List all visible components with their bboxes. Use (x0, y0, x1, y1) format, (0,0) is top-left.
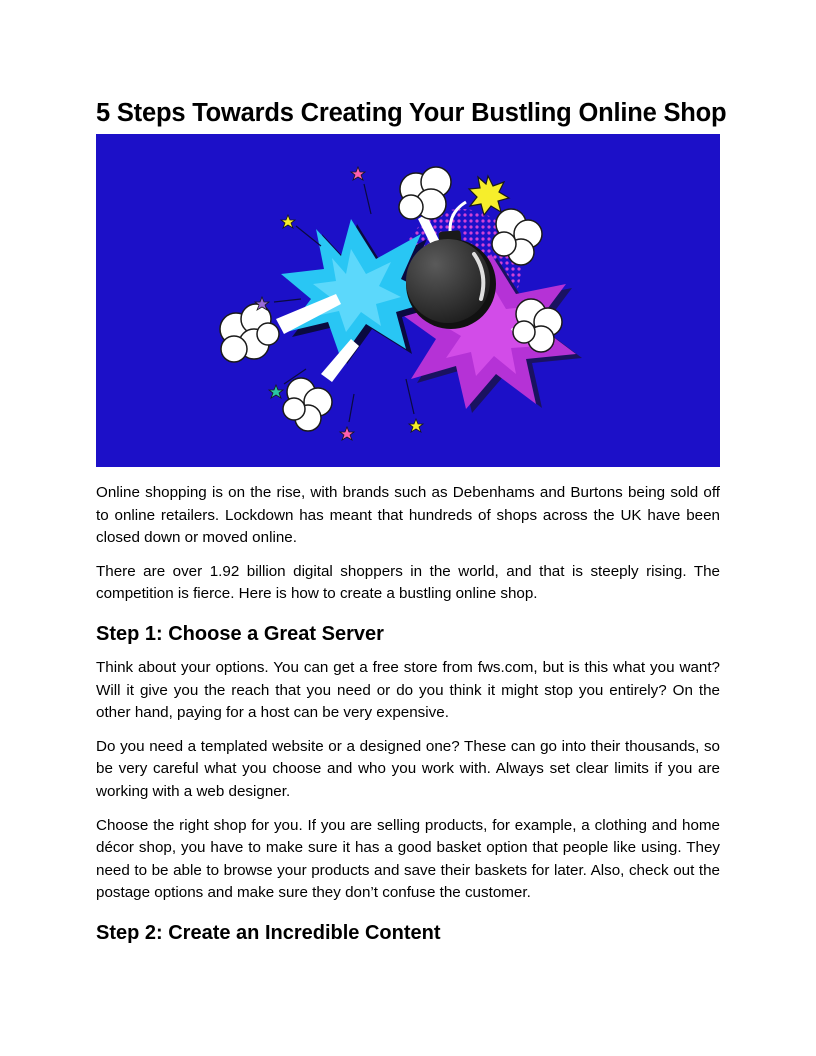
step-1-paragraph: Think about your options. You can get a free store from fws.com, but is this what you want? Will it give you the reach that you need or do you think it might stop you entirely? On the other hand, paying for a host can be very expensive. (96, 658, 720, 722)
step-1-paragraph: Choose the right shop for you. If you are selling products, for example, a clothing and home décor shop, you have to make sure it has a good basket option that people like using. They need to be able to browse your products and save their baskets for later. Also, check out the postage options and make sure they don’t confuse the customer. (96, 816, 720, 902)
intro-paragraph: There are over 1.92 billion digital shoppers in the world, and that is steeply rising. The competition is fierce. Here is how to create a bustling online shop. (96, 562, 720, 603)
step-2-heading: Step 2: Create an Incredible Content (96, 921, 441, 944)
intro-paragraph: Online shopping is on the rise, with brands such as Debenhams and Burtons being sold off to online retailers. Lockdown has meant that hundreds of shops across the UK have been closed down or moved online. (96, 484, 720, 547)
step-1-heading: Step 1: Choose a Great Server (96, 622, 384, 645)
page-title: 5 Steps Towards Creating Your Bustling Online Shop (96, 99, 727, 127)
hero-image (96, 134, 720, 467)
document-page (96, 96, 727, 946)
step-1-paragraph: Do you need a templated website or a designed one? These can go into their thousands, so be very careful what you choose and who you work with. Always set clear limits if you are working with a web designer. (96, 737, 720, 800)
